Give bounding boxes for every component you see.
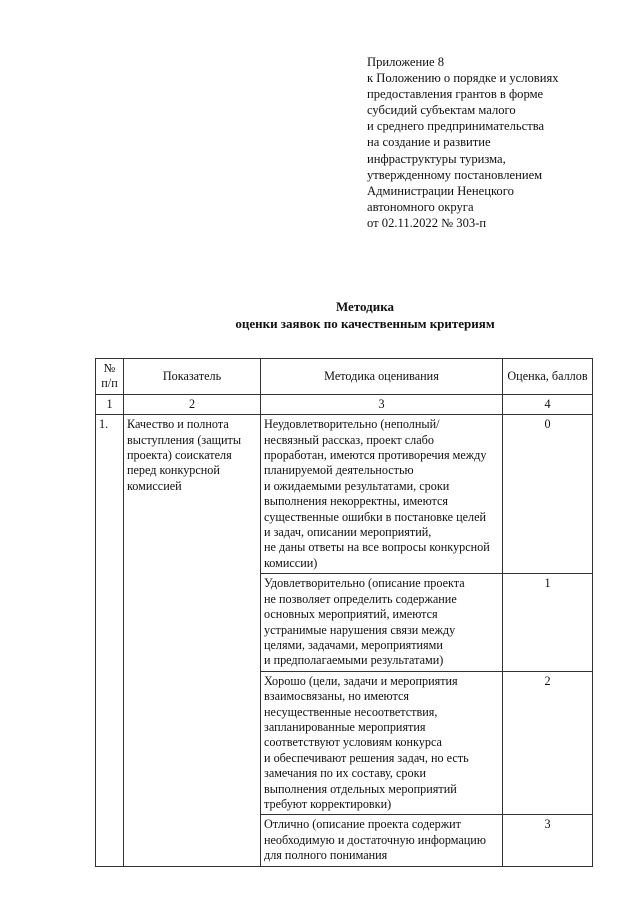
header-score: Оценка, баллов xyxy=(503,359,593,395)
criterion-score: 3 xyxy=(503,815,593,866)
row-indicator: Качество и полнота выступления (защиты проекта) соискателя перед конкурсной комиссией xyxy=(124,415,261,866)
col-number-2: 2 xyxy=(124,394,261,414)
column-number-row xyxy=(96,394,593,414)
row-num: 1. xyxy=(96,415,124,866)
criterion-text: Неудовлетворительно (неполный/ несвязный рассказ, проект слабо проработан, имеются противоречия между планируемой деятельностью и ожидаемыми результатами, сроки выполнения некорректны, имеются существенные ошибки в постановке целей и задач, описании мероприятий, не даны ответы на все вопросы конкурсной комиссии) xyxy=(261,415,503,574)
criteria-table xyxy=(95,358,593,867)
appendix-note: Приложение 8 к Положению о порядке и условиях предоставления грантов в форме субсидий субъектам малого и среднего предпринимательства на создание и развитие инфраструктуры туризма, утвержденному постановлением Администрации Ненецкого автономного округа от 02.11.2022 № 303-п xyxy=(367,55,559,230)
header-method: Методика оценивания xyxy=(261,359,503,395)
criterion-text: Хорошо (цели, задачи и мероприятия взаимосвязаны, но имеются несущественные несоответствия, запланированные мероприятия соответствуют условиям конкурса и обеспечивают решения задач, но есть замечания по их составу, сроки выполнения отдельных мероприятий требуют корректировки) xyxy=(261,671,503,815)
table-header-row xyxy=(96,359,593,395)
header-num: № п/п xyxy=(96,359,124,395)
col-number-4: 4 xyxy=(503,394,593,414)
document-title xyxy=(0,299,640,332)
title-line-1: Методика xyxy=(335,299,395,314)
col-number-3: 3 xyxy=(261,394,503,414)
criterion-score: 2 xyxy=(503,671,593,815)
header-indicator: Показатель xyxy=(124,359,261,395)
title-line-2: оценки заявок по качественным критериям xyxy=(235,315,495,331)
table-row xyxy=(96,415,593,574)
criterion-score: 0 xyxy=(503,415,593,574)
criterion-text: Удовлетворительно (описание проекта не позволяет определить содержание основных мероприятий, имеются устранимые нарушения связи между целями, задачами, мероприятиями и предполагаемыми результатами) xyxy=(261,574,503,671)
criterion-score: 1 xyxy=(503,574,593,671)
criterion-text: Отлично (описание проекта содержит необходимую и достаточную информацию для полного понимания xyxy=(261,815,503,866)
col-number-1: 1 xyxy=(96,394,124,414)
